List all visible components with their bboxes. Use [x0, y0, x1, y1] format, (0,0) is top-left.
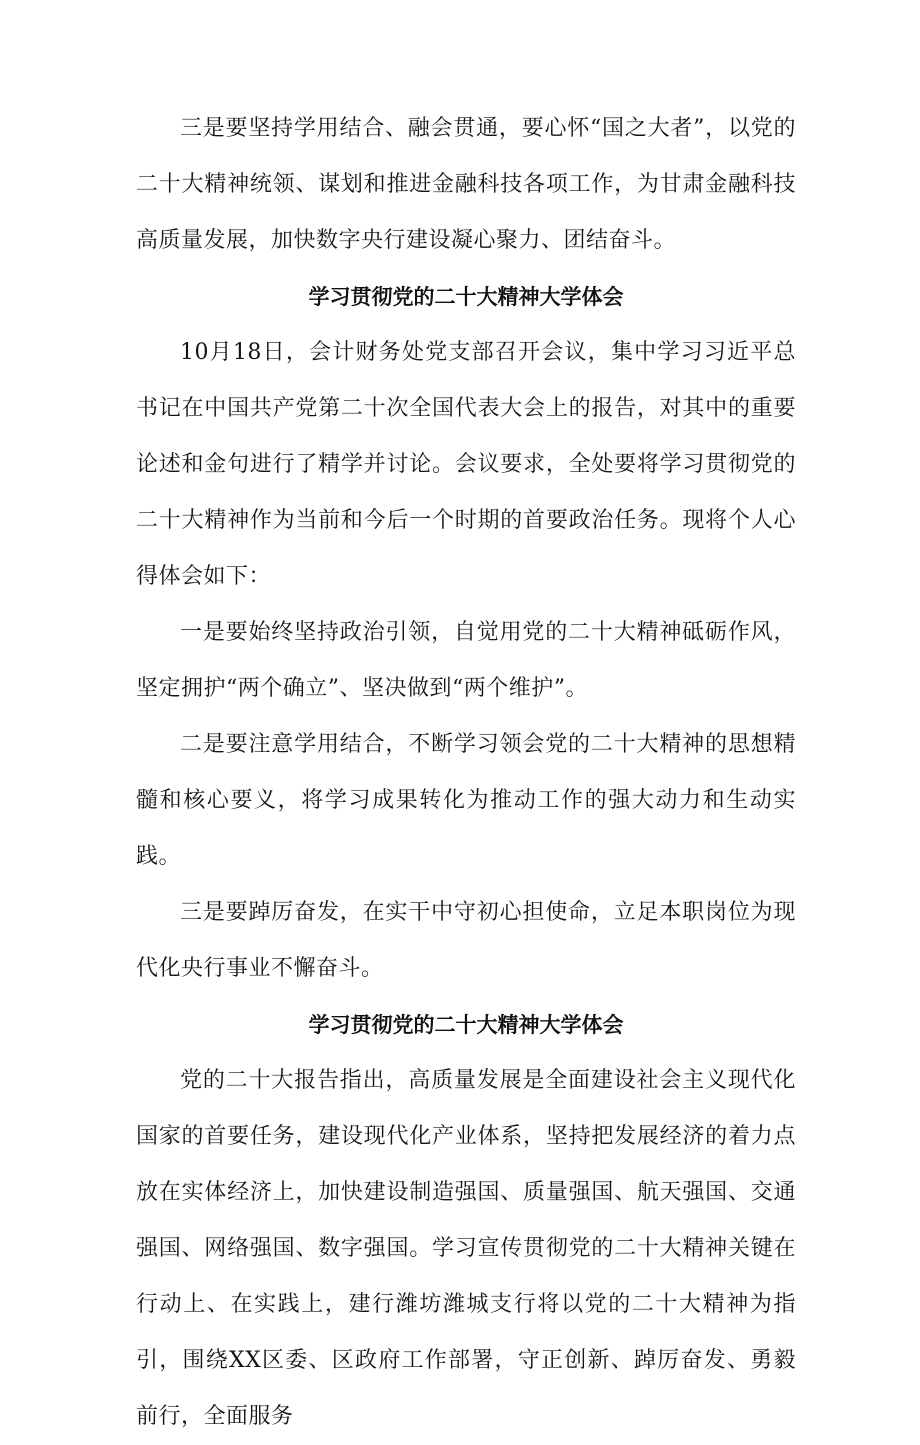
paragraph-5: 三是要踔厉奋发，在实干中守初心担使命，立足本职岗位为现代化央行事业不懈奋斗。 — [136, 900, 796, 981]
paragraph-1: 三是要坚持学用结合、融会贯通，要心怀“国之大者”，以党的二十大精神统领、谋划和推进金融科技各项工作，为甘肃金融科技高质量发展，加快数字央行建设凝心聚力、团结奋斗。 — [136, 116, 796, 253]
section-heading-2: 学习贯彻党的二十大精神大学体会 — [308, 1013, 624, 1037]
paragraph-6: 党的二十大报告指出，高质量发展是全面建设社会主义现代化国家的首要任务，建设现代化产业体系，坚持把发展经济的着力点放在实体经济上，加快建设制造强国、质量强国、航天强国、交通强国、网络强国、数字强国。学习宣传贯彻党的二十大精神关键在行动上、在实践上，建行潍坊潍城支行将以党的二十大精神为指引，围绕XX区委、区政府工作部署，守正创新、踔厉奋发、勇毅前行，全面服务 — [136, 1068, 796, 1429]
paragraph-3: 一是要始终坚持政治引领，自觉用党的二十大精神砥砺作风，坚定拥护“两个确立”、坚决做到“两个维护”。 — [136, 620, 796, 701]
paragraph-2: 10月18日，会计财务处党支部召开会议，集中学习习近平总书记在中国共产党第二十次全国代表大会上的报告，对其中的重要论述和金句进行了精学并讨论。会议要求，全处要将学习贯彻党的二十大精神作为当前和今后一个时期的首要政治任务。现将个人心得体会如下： — [136, 340, 796, 589]
document-body — [136, 101, 796, 1445]
section-heading-1: 学习贯彻党的二十大精神大学体会 — [308, 285, 624, 309]
paragraph-4: 二是要注意学用结合，不断学习领会党的二十大精神的思想精髓和核心要义，将学习成果转化为推动工作的强大动力和生动实践。 — [136, 732, 796, 869]
